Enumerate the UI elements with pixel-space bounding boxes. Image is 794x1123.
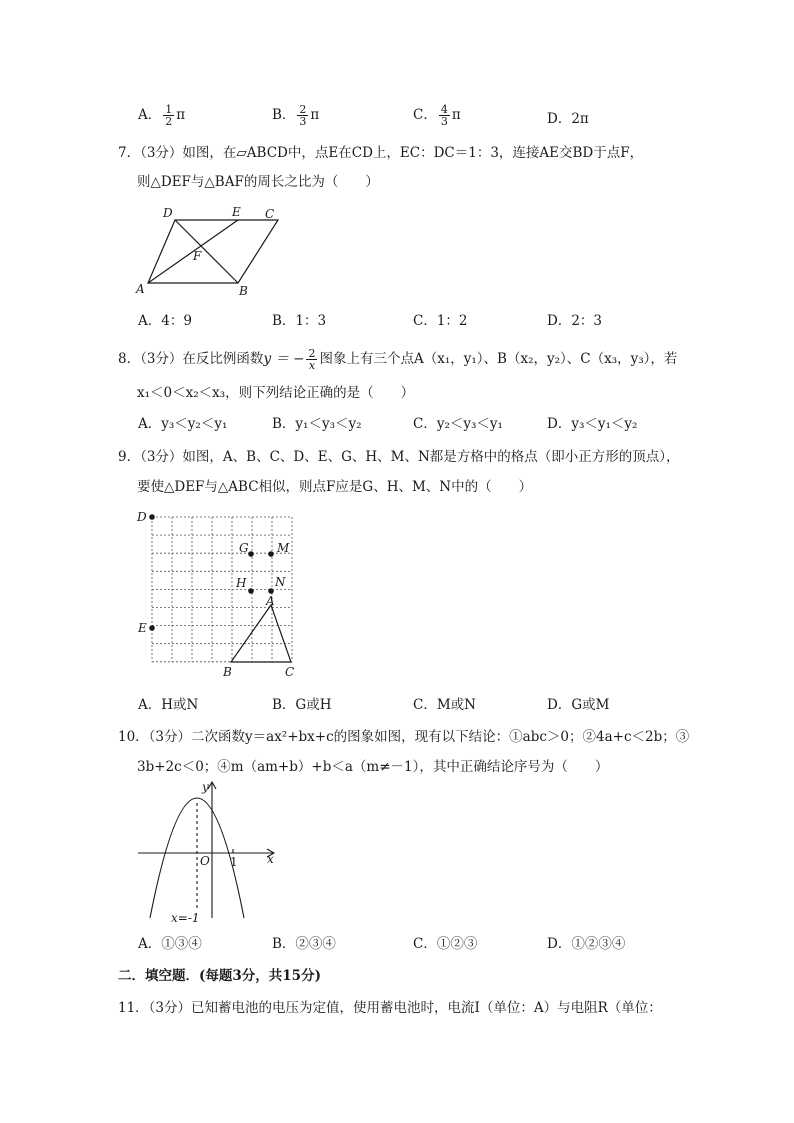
q7-option-d: D．2：3	[547, 313, 603, 329]
q9-label-h: H	[236, 576, 247, 590]
q6-option-c: C． $\frac{4}{3}$ π	[413, 103, 461, 128]
q9-grid-figure	[130, 505, 305, 680]
q10-label-y: y	[202, 780, 209, 794]
q9-point-m	[268, 551, 274, 557]
q6-option-a: A． $\frac{1}{2}$ π	[138, 103, 186, 128]
q8-line-2: x₁＜0＜x₂＜x₃，则下列结论正确的是（ ）	[137, 385, 415, 401]
q7-option-b: B．1：3	[272, 313, 327, 329]
q10-label-axis: x=-1	[171, 911, 200, 925]
q7-label-d: D	[163, 206, 173, 220]
q10-line-1: 10．（3分）二次函数y＝ax²+bx+c的图象如图，现有以下结论：①abc＞0；②4a+c＜2b；③	[118, 729, 690, 745]
q9-triangle-abc	[231, 605, 291, 662]
q7-label-a: A	[136, 282, 145, 296]
q7-line-1: 7．（3分）如图，在▱ABCD中，点E在CD上，EC：DC＝1：3，连接AE交BD于点F，	[118, 145, 644, 161]
q9-point-h	[248, 588, 254, 594]
q10-option-a: A．①③④	[138, 936, 202, 952]
q6-b-fraction: $\frac{2}{3}$	[299, 103, 307, 128]
q9-option-c: C．M或N	[413, 697, 476, 713]
q6-option-d: D．2π	[547, 111, 589, 127]
q9-option-d: D．G或M	[547, 697, 610, 713]
q8-line-1: 8．（3分）在反比例函数y ＝ − $\frac{2}{x}$ 图象上有三个点A（x₁，y₁）、B（x₂，y₂）、C（x₃，y₃），若	[118, 347, 678, 372]
q8-fraction: $\frac{2}{x}$	[308, 347, 316, 372]
q9-label-a: A	[266, 594, 275, 608]
q9-point-n	[268, 588, 274, 594]
q9-line-1: 9．（3分）如图，A、B、C、D、E、G、H、M、N都是方格中的格点（即小正方形的顶点），	[118, 449, 680, 465]
q10-parabola-figure	[130, 778, 290, 928]
q9-label-c: C	[285, 665, 295, 679]
q10-line-2: 3b+2c＜0；④m（am+b）+b＜a（m≠－1），其中正确结论序号为（ ）	[137, 759, 609, 775]
q9-label-d: D	[137, 510, 147, 524]
q8-option-b: B．y₁＜y₃＜y₂	[272, 416, 362, 432]
q10-option-c: C．①②③	[413, 936, 478, 952]
section-2-title: 二．填空题．(每题3分，共15分)	[118, 968, 321, 984]
q7-label-c: C	[265, 207, 275, 221]
q7-line-bd	[175, 220, 238, 283]
q7-label-e: E	[232, 205, 241, 219]
q9-label-b: B	[223, 665, 232, 679]
q10-label-1: 1	[230, 855, 238, 869]
q10-label-o: O	[200, 854, 210, 868]
q9-label-e: E	[138, 621, 147, 635]
q7-parallelogram-figure	[130, 200, 290, 300]
q9-option-b: B．G或H	[272, 697, 332, 713]
q6-option-b: B． $\frac{2}{3}$ π	[272, 103, 320, 128]
q6-a-fraction: $\frac{1}{2}$	[165, 103, 173, 128]
q11-line-1: 11．（3分）已知蓄电池的电压为定值，使用蓄电池时，电流I（单位：A）与电阻R（单位：	[118, 1000, 662, 1016]
q9-point-e	[149, 625, 155, 631]
q7-option-a: A．4：9	[138, 313, 192, 329]
q7-option-c: C．1：2	[413, 313, 468, 329]
q9-label-g: G	[239, 541, 249, 555]
q8-option-a: A．y₃＜y₂＜y₁	[138, 416, 228, 432]
q9-point-d	[149, 514, 155, 520]
q8-option-d: D．y₃＜y₁＜y₂	[547, 416, 638, 432]
q9-label-n: N	[275, 575, 286, 589]
q7-line-2: 则△DEF与△BAF的周长之比为（ ）	[137, 174, 379, 190]
q10-option-b: B．②③④	[272, 936, 336, 952]
q6-c-fraction: $\frac{4}{3}$	[440, 103, 448, 128]
q7-label-b: B	[239, 284, 248, 298]
q8-option-c: C．y₂＜y₃＜y₁	[413, 416, 503, 432]
q9-label-m: M	[277, 541, 290, 555]
q7-label-f: F	[193, 249, 202, 263]
q10-option-d: D．①②③④	[547, 936, 626, 952]
q10-label-x: x	[267, 852, 274, 866]
q9-option-a: A．H或N	[138, 697, 199, 713]
q9-point-g	[248, 551, 254, 557]
q7-parallelogram	[148, 220, 278, 283]
q9-line-2: 要使△DEF与△ABC相似，则点F应是G、H、M、N中的（ ）	[137, 479, 533, 495]
